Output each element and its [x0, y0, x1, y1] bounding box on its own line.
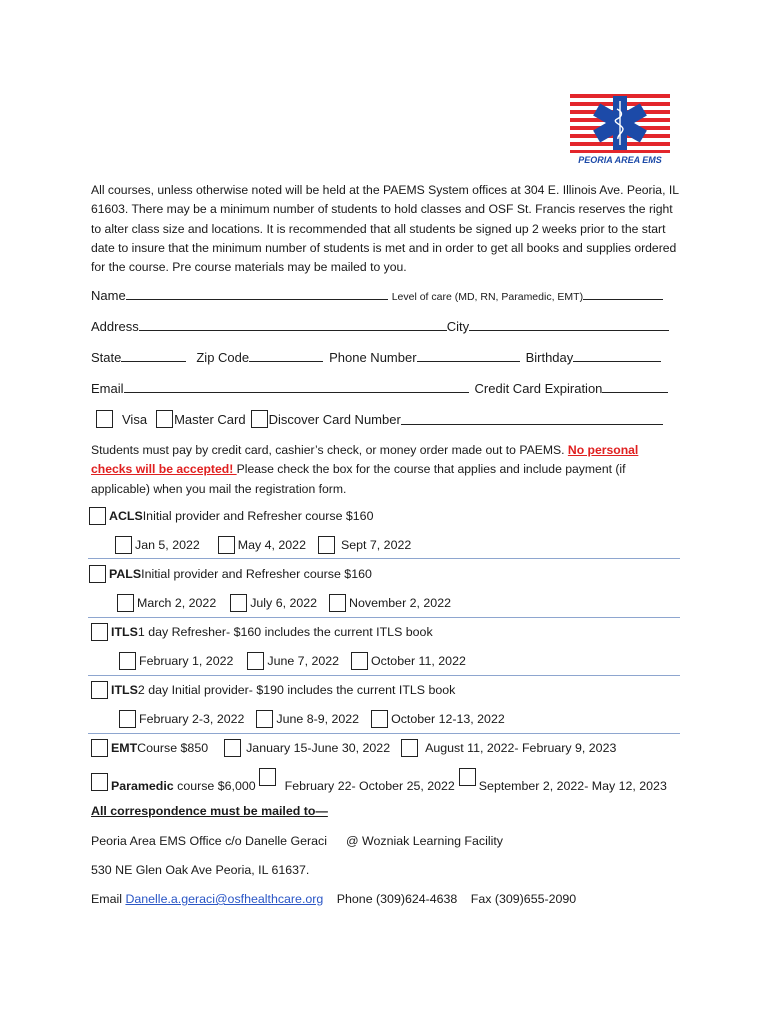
itls-initial-date-1-checkbox[interactable]	[119, 710, 136, 728]
emt-checkbox[interactable]	[91, 739, 108, 757]
name-row	[91, 287, 681, 303]
birthday-field[interactable]	[573, 349, 661, 362]
name-field[interactable]	[126, 287, 388, 300]
paramedic-course-row: Paramedic course $6,000 February 22- October 25, 2022 September 2, 2022- May 12, 2023	[91, 768, 667, 794]
state-label: State	[91, 350, 122, 365]
acls-date-1-checkbox[interactable]	[115, 536, 132, 554]
itls-refresher-date-3-checkbox[interactable]	[351, 652, 368, 670]
pals-date-2-checkbox[interactable]	[230, 594, 247, 612]
paramedic-date-2-checkbox[interactable]	[459, 768, 476, 786]
discover-checkbox[interactable]	[251, 410, 268, 428]
divider	[88, 675, 680, 676]
mastercard-checkbox[interactable]	[156, 410, 173, 428]
city-field[interactable]	[469, 318, 669, 331]
mailing-facility: @ Wozniak Learning Facility	[346, 834, 503, 848]
pals-course-row: PALS Initial provider and Refresher course $160	[89, 565, 372, 583]
card-row	[91, 410, 681, 428]
state-field[interactable]	[121, 349, 186, 362]
itls-refresher-dates-row: February 1, 2022 June 7, 2022 October 11, 2022	[119, 652, 466, 670]
email-label: Email	[91, 381, 124, 396]
level-of-care-label: Level of care (MD, RN, Paramedic, EMT)	[391, 291, 584, 303]
address-label: Address	[91, 319, 139, 334]
divider	[88, 733, 680, 734]
state-row	[91, 349, 681, 365]
mailing-heading: All correspondence must be mailed to—	[91, 804, 328, 818]
discover-label: Discover Card Number	[268, 411, 401, 427]
mailing-address: 530 NE Glen Oak Ave Peoria, IL 61637.	[91, 863, 310, 877]
mailing-office: Peoria Area EMS Office c/o Danelle Geraci	[91, 834, 327, 848]
contact-row: Email Danelle.a.geraci@osfhealthcare.org Phone (309)624-4638 Fax (309)655-2090	[91, 892, 577, 906]
peoria-area-ems-logo	[570, 92, 670, 166]
zip-field[interactable]	[249, 349, 323, 362]
card-number-field[interactable]	[401, 412, 663, 425]
divider	[88, 558, 680, 559]
pals-date-3-checkbox[interactable]	[329, 594, 346, 612]
itls-initial-course-row: ITLS 2 day Initial provider- $190 includes the current ITLS book	[91, 681, 455, 699]
itls-refresher-date-2-checkbox[interactable]	[247, 652, 264, 670]
phone-number: Phone (309)624-4638	[336, 892, 458, 906]
acls-date-2-checkbox[interactable]	[218, 536, 235, 554]
emt-course-row: EMT Course $850 January 15-June 30, 2022 August 11, 2022- February 9, 2023	[91, 739, 616, 757]
cc-exp-label: Credit Card Expiration	[474, 381, 603, 396]
address-row	[91, 318, 681, 334]
pals-date-1-checkbox[interactable]	[117, 594, 134, 612]
payment-instructions: Students must pay by credit card, cashier’s check, or money order made out to PAEMS. No personal checks will be accepted! Please check the box for the course that applies and include payment (if applicable) when you mail the registration form.	[91, 443, 639, 496]
address-field[interactable]	[139, 318, 447, 331]
emt-date-2-checkbox[interactable]	[401, 739, 418, 757]
email-link[interactable]: Danelle.a.geraci@osfhealthcare.org	[125, 892, 324, 906]
city-label: City	[446, 319, 470, 334]
email-field[interactable]	[124, 380, 469, 393]
birthday-label: Birthday	[525, 350, 574, 365]
paramedic-checkbox[interactable]	[91, 773, 108, 791]
itls-initial-checkbox[interactable]	[91, 681, 108, 699]
no-personal-checks-warning: No personal	[567, 443, 639, 457]
name-label: Name	[91, 288, 126, 303]
intro-paragraph: All courses, unless otherwise noted will be held at the PAEMS System offices at 304 E. Illinois Ave. Peoria, IL 61603. There may be a minimum number of students to hold classes and OSF St. Francis reserves the right to alter class size and locations. It is recommended that all students be signed up 2 weeks prior to the start date to insure that the minimum number of students is met and in order to get all books and supplies ordered for the course. Pre course materials may be mailed to you.	[91, 183, 679, 275]
paramedic-date-1-checkbox[interactable]	[259, 768, 276, 786]
itls-refresher-checkbox[interactable]	[91, 623, 108, 641]
acls-date-3-checkbox[interactable]	[318, 536, 335, 554]
pals-checkbox[interactable]	[89, 565, 106, 583]
itls-initial-date-2-checkbox[interactable]	[256, 710, 273, 728]
email-row	[91, 380, 681, 396]
visa-label: Visa	[122, 411, 148, 427]
divider	[88, 617, 680, 618]
star-of-life-icon	[570, 92, 670, 166]
cc-exp-field[interactable]	[602, 380, 668, 393]
phone-label: Phone Number	[329, 350, 417, 365]
itls-initial-date-3-checkbox[interactable]	[371, 710, 388, 728]
itls-initial-dates-row: February 2-3, 2022 June 8-9, 2022 October 12-13, 2022	[119, 710, 505, 728]
mastercard-label: Master Card	[174, 411, 246, 427]
itls-refresher-date-1-checkbox[interactable]	[119, 652, 136, 670]
acls-course-row: ACLS Initial provider and Refresher course $160	[89, 507, 373, 525]
visa-checkbox[interactable]	[96, 410, 113, 428]
itls-refresher-course-row: ITLS 1 day Refresher- $160 includes the current ITLS book	[91, 623, 433, 641]
phone-field[interactable]	[417, 349, 520, 362]
fax-number: Fax (309)655-2090	[470, 892, 577, 906]
acls-dates-row: Jan 5, 2022 May 4, 2022 Sept 7, 2022	[115, 536, 411, 554]
emt-date-1-checkbox[interactable]	[224, 739, 241, 757]
level-of-care-field[interactable]	[583, 287, 663, 300]
svg-text:PEORIA AREA EMS: PEORIA AREA EMS	[578, 155, 662, 165]
acls-checkbox[interactable]	[89, 507, 106, 525]
pals-dates-row: March 2, 2022 July 6, 2022 November 2, 2022	[117, 594, 451, 612]
zip-label: Zip Code	[196, 350, 250, 365]
